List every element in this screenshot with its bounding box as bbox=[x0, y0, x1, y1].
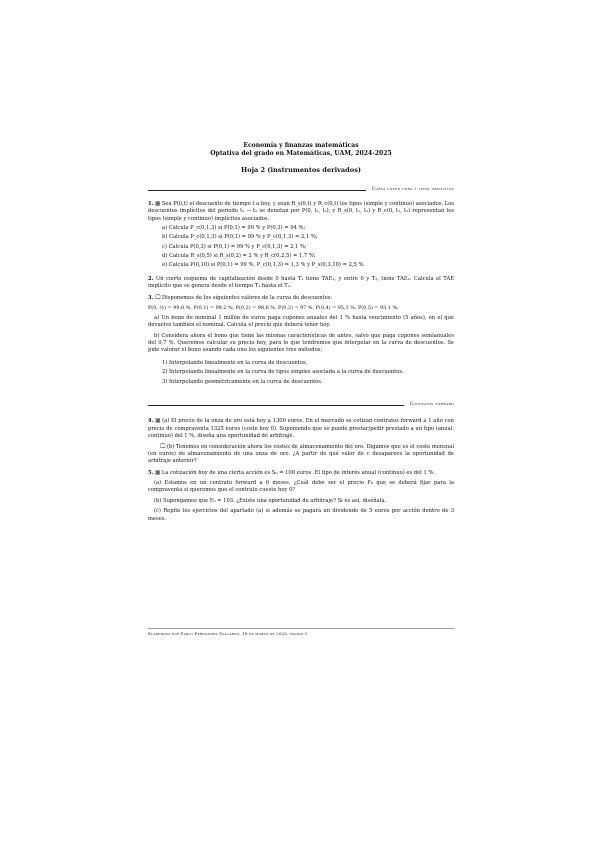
section-title: Contratos forward bbox=[409, 401, 454, 407]
problem-2 bbox=[148, 276, 454, 291]
section-rule-line bbox=[148, 190, 366, 191]
method-item: 1) Interpolando linealmente en la curva de descuentos. bbox=[162, 359, 308, 366]
course-title: Economía y finanzas matemáticas bbox=[243, 142, 359, 149]
problem-1 bbox=[148, 201, 454, 270]
problem-text: Sea P(0,t) el descuento de tiempo t a hoy, y sean R_s(0,t) y R_c(0,t) los tipos (simple y continuo) asociados. Los descuentos implícitos del periodo t₁ → t₂ se denotan por P(0, t₁, t₂), y R_s(0, t₁, t₂) y R_c(0, t₁, t₂) representan los tipos (simple y continuo) implícitos asociados. bbox=[148, 200, 454, 222]
part-a: a) Un bono de nominal 1 millón de euros paga cupones anuales del 1 % hasta vencimiento (5 años), en el que devuelve también el nominal. Calcula el precio que deberá tener hoy. bbox=[148, 314, 454, 329]
worksheet bbox=[148, 142, 454, 523]
discount-curve-values: P(0, ½) = 99,8 %, P(0,1) = 99,2 %, P(0,2) = 98,6 %, P(0,3) = 97 %, P(0,4) = 95,3 %, P(0,5) = 93,1 %. bbox=[148, 304, 399, 311]
list-item: c) Calcula P(0,3) si P(0,1) = 99 % y P_c(0,1,3) = 2,1 %; bbox=[162, 243, 307, 250]
method-item: 3) Interpolando geométricamente en la curva de descuentos. bbox=[162, 378, 323, 385]
section-rule-line bbox=[148, 405, 404, 406]
list-item: d) Calcula R_s(0,5) si R_s(0,2) = 2 % y R_c(0,2,5) = 1,7 %; bbox=[162, 253, 316, 260]
computer-icon: 🖵 bbox=[155, 294, 161, 301]
page-footer: Elaborada por Pablo Fernández Gallardo, 18 de marzo de 2025, página 1 bbox=[148, 628, 454, 636]
list-item: a) Calcula P_c(0,1,3) si P(0,1) = 99 % y P(0,3) = 94 %; bbox=[162, 224, 306, 231]
problem-5 bbox=[148, 470, 454, 523]
part-b bbox=[148, 444, 454, 466]
problem-text: La cotización hoy de una cierta acción es S₀ = 100 euros. El tipo de interés anual (continuo) es del 1 %. bbox=[161, 469, 435, 476]
section-title: Curva cupón cero y tipos implícitos bbox=[371, 187, 454, 193]
problem-number: 1. bbox=[148, 200, 154, 207]
part-b: b) Considera ahora el bono que tiene las mismas características de antes, salvo que paga cupones semianuales del 0,7 %. Queremos calcular su precio hoy, para lo que tendremos que interpolar en la curva de descuentos. Se pide valorar el bono usando cada uno los siguientes tres métodos: bbox=[148, 332, 454, 354]
part-a: (a) El precio de la onza de oro está hoy a 1300 euros. En el mercado se cotizan contratos forward a 1 año con precio de compraventa 1325 euros (coste hoy 0). Suponiendo que se puede prestar/pedir prestado a un tipo (anual, continuo) del 1 %, diseña una oportunidad de arbitraje. bbox=[148, 418, 454, 440]
problem-number: 3. bbox=[148, 294, 154, 301]
part-b-text: (b) Tenemos en consideración ahora los costes de almacenamiento del oro. Digamos que es el coste mensual (en euros) de almacenamiento de una onza de oro. ¿A partir de qué valor de c desaparece la oportunidad de arbitraje anterior? bbox=[148, 443, 454, 465]
sheet-title: Hoja 2 (instrumentos derivados) bbox=[240, 166, 362, 175]
calculator-icon: ▦ bbox=[155, 200, 161, 207]
list-item: e) Calcula P(0,10) si P(0,1) = 99 %, P_c(0,1,3) = 1,3 % y P_s(0,3,10) = 2,5 %. bbox=[162, 262, 366, 269]
method-item: 2) Interpolando linealmente en la curva de tipos simples asociada a la curva de descuentos. bbox=[162, 369, 404, 376]
calculator-icon: ▦ bbox=[155, 418, 161, 425]
part-b: (b) Supongamos que F₀ = 103. ¿Existe una oportunidad de arbitraje? Si es así, diséñala. bbox=[154, 497, 387, 504]
problem-number: 5. bbox=[148, 469, 154, 476]
part-a: (a) Estamos en un contrato forward a 6 meses. ¿Cuál debe ser el precio F₀ que se deberá fijar para la compraventa si queremos que el contrato cueste hoy 0? bbox=[148, 480, 454, 494]
section-header-forward bbox=[148, 402, 454, 409]
computer-icon: 🖵 bbox=[160, 443, 166, 450]
part-c: (c) Repite los ejercicios del apartado (a) si además se pagará un dividendo de 5 euros por acción dentro de 3 meses. bbox=[148, 508, 454, 522]
problem-text: Disponemos de los siguientes valores de la curva de descuentos: bbox=[161, 294, 333, 301]
problem-4 bbox=[148, 418, 454, 465]
calculator-icon: ▦ bbox=[155, 469, 161, 476]
problem-number: 2. bbox=[148, 275, 154, 282]
document-header bbox=[148, 142, 454, 175]
course-subtitle: Optativa del grado en Matemáticas, UAM, 2024-2025 bbox=[210, 150, 392, 158]
section-header-zero-coupon bbox=[148, 187, 454, 194]
list-item: b) Calcula P_c(0,1,3) si P(0,1) = 99 % y P_c(0,1,3) = 2,1 %; bbox=[162, 234, 318, 241]
problem-text: Un cierto esquema de capitalización desde 0 hasta T₁ tiene TAE₁, y entre 0 y T₂, tiene TAE₂. Calcula el TAE implícito que se genera desde el tiempo T₁ hasta el T₂. bbox=[148, 275, 455, 290]
problem-number: 4. bbox=[148, 418, 154, 425]
problem-3 bbox=[148, 295, 454, 386]
